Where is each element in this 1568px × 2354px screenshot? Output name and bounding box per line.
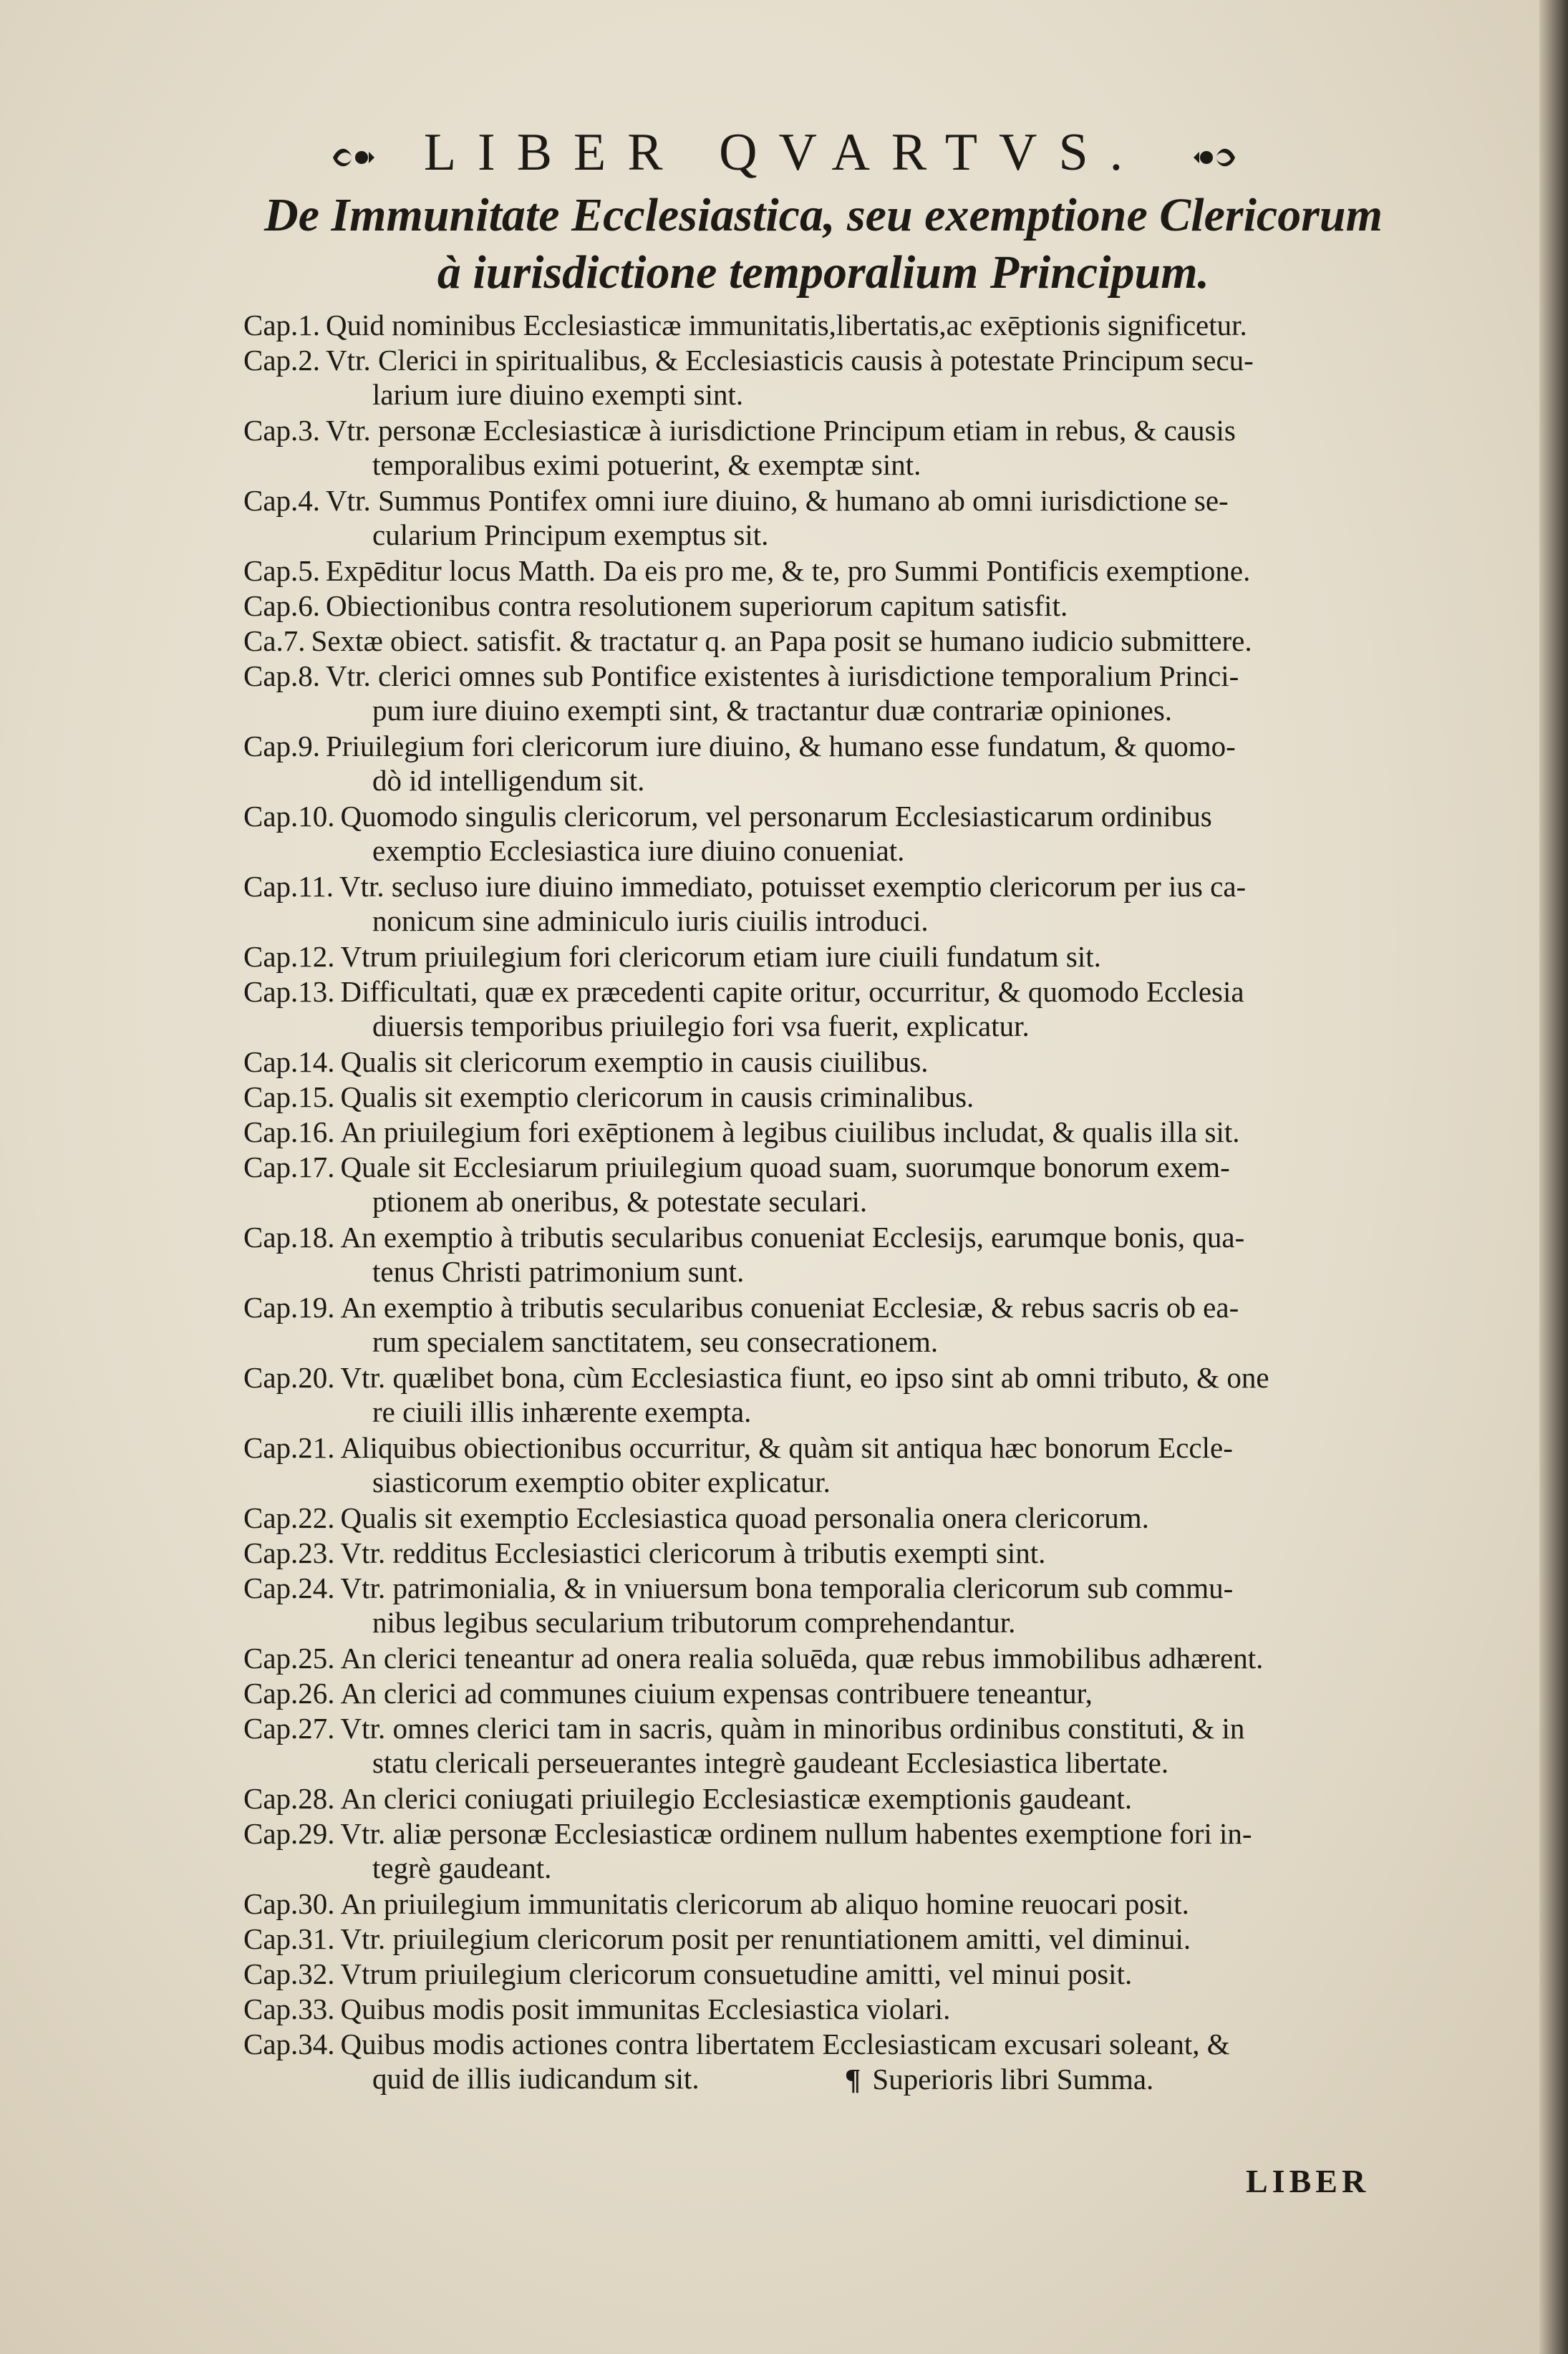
chapter-text: Vtr. personæ Ecclesiasticæ à iurisdictione Principum etiam in rebus, & causis xyxy=(326,414,1236,447)
chapter-number: Cap.2. xyxy=(243,344,321,377)
chapter-entry xyxy=(243,1641,1403,1675)
chapter-text: Quale sit Ecclesiarum priuilegium quoad suam, suorumque bonorum exem- xyxy=(340,1151,1230,1183)
chapter-number: Cap.26. xyxy=(243,1677,335,1710)
chapter-text-continuation: nibus legibus secularium tributorum comprehendantur. xyxy=(372,1606,1016,1639)
chapter-text: Quid nominibus Ecclesiasticæ immunitatis,libertatis,ac exēptionis significetur. xyxy=(326,309,1247,342)
chapter-number: Cap.20. xyxy=(243,1361,335,1394)
chapter-number: Cap.3. xyxy=(243,414,321,447)
chapter-text: Quomodo singulis clericorum, vel personarum Ecclesiasticarum ordinibus xyxy=(340,800,1212,833)
chapter-entry xyxy=(243,1992,1403,2026)
chapter-number: Cap.11. xyxy=(243,870,334,903)
chapter-entry xyxy=(243,1676,1403,1710)
chapter-text-continuation: rum specialem sanctitatem, seu consecrationem. xyxy=(372,1325,939,1358)
chapter-entry xyxy=(243,343,1403,411)
chapter-text: Vtrum priuilegium fori clericorum etiam iure ciuili fundatum sit. xyxy=(340,940,1101,973)
page-gutter-shadow xyxy=(1539,0,1568,2354)
chapter-text-continuation: temporalibus eximi potuerint, & exemptæ sint. xyxy=(372,448,921,481)
chapter-text: An clerici teneantur ad onera realia soluēda, quæ rebus immobilibus adhærent. xyxy=(340,1642,1264,1675)
chapter-text: Vtr. redditus Ecclesiastici clericorum à tributis exempti sint. xyxy=(340,1536,1046,1569)
chapter-entry xyxy=(243,1922,1403,1956)
summary-note xyxy=(845,2062,1153,2096)
chapter-text: Vtr. Summus Pontifex omni iure diuino, & humano ab omni iurisdictione se- xyxy=(326,484,1229,517)
chapter-number: Cap.17. xyxy=(243,1151,335,1183)
chapter-text: Vtrum priuilegium clericorum consuetudine amitti, vel minui posit. xyxy=(340,1957,1133,1990)
chapter-number: Cap.33. xyxy=(243,1992,335,2025)
chapter-text-continuation: re ciuili illis inhærente exempta. xyxy=(372,1395,752,1428)
chapter-text-continuation: cularium Principum exemptus sit. xyxy=(372,518,769,551)
chapter-entry xyxy=(243,1045,1403,1079)
chapter-text: Vtr. omnes clerici tam in sacris, quàm in minoribus ordinibus constituti, & in xyxy=(340,1712,1245,1745)
chapter-number: Cap.28. xyxy=(243,1782,335,1815)
chapter-text-continuation: ptionem ab oneribus, & potestate seculari. xyxy=(372,1185,868,1218)
chapter-entry xyxy=(243,1360,1403,1428)
chapter-text: Qualis sit exemptio clericorum in causis criminalibus. xyxy=(340,1080,974,1113)
chapter-text: Aliquibus obiectionibus occurritur, & quàm sit antiqua hæc bonorum Eccle- xyxy=(340,1431,1233,1464)
chapter-text-continuation: tenus Christi patrimonium sunt. xyxy=(372,1255,745,1288)
chapter-text: Vtr. priuilegium clericorum posit per renuntiationem amitti, vel diminui. xyxy=(340,1922,1191,1955)
chapter-entry xyxy=(243,659,1403,727)
chapter-text-continuation: exemptio Ecclesiastica iure diuino conueniat. xyxy=(372,834,905,867)
chapter-entry xyxy=(243,1080,1403,1114)
chapter-number: Cap.14. xyxy=(243,1045,335,1078)
chapter-text-continuation: diuersis temporibus priuilegio fori vsa fuerit, explicatur. xyxy=(372,1009,1030,1042)
chapter-number: Cap.8. xyxy=(243,659,321,692)
chapter-number: Cap.24. xyxy=(243,1571,335,1604)
chapter-number: Cap.23. xyxy=(243,1536,335,1569)
pilcrow-icon: ¶ xyxy=(845,2063,861,2096)
chapter-text: Obiectionibus contra resolutionem superiorum capitum satisfit. xyxy=(326,589,1068,622)
chapter-number: Cap.18. xyxy=(243,1221,335,1254)
chapter-text: Sextæ obiect. satisfit. & tractatur q. an Papa posit se humano iudicio submittere. xyxy=(311,624,1252,657)
chapter-title-line-1: De Immunitate Ecclesiastica, seu exemptione Clericorum xyxy=(264,189,1383,241)
chapter-text: An exemptio à tributis secularibus conueniat Ecclesijs, earumque bonis, qua- xyxy=(340,1221,1245,1254)
chapter-text: Difficultati, quæ ex præcedenti capite oritur, occurritur, & quomodo Ecclesia xyxy=(340,975,1244,1008)
chapter-text-continuation: nonicum sine adminiculo iuris ciuilis introduci. xyxy=(372,904,929,937)
chapter-entry xyxy=(243,1290,1403,1358)
chapter-number: Cap.27. xyxy=(243,1712,335,1745)
catchword: LIBER xyxy=(1246,2163,1370,2199)
chapter-number: Cap.21. xyxy=(243,1431,335,1464)
chapter-entry xyxy=(243,1536,1403,1570)
chapter-text-continuation: pum iure diuino exempti sint, & tractantur duæ contrariæ opiniones. xyxy=(372,694,1173,727)
chapter-entry xyxy=(243,1430,1403,1498)
fleuron-left-icon xyxy=(330,143,376,172)
chapter-entry xyxy=(243,588,1403,623)
chapter-text: Qualis sit clericorum exemptio in causis ciuilibus. xyxy=(340,1045,929,1078)
chapter-number: Cap.15. xyxy=(243,1080,335,1113)
chapter-text-continuation: tegrè gaudeant. xyxy=(372,1851,552,1884)
chapter-number: Cap.5. xyxy=(243,554,321,587)
chapter-entry xyxy=(243,1220,1403,1288)
chapter-entry xyxy=(243,1711,1403,1779)
chapter-number: Cap.34. xyxy=(243,2028,335,2060)
chapter-text: Vtr. Clerici in spiritualibus, & Ecclesiasticis causis à potestate Principum secu- xyxy=(326,344,1254,377)
chapter-entry xyxy=(243,869,1403,937)
chapter-text: Vtr. patrimonialia, & in vniuersum bona temporalia clericorum sub commu- xyxy=(340,1571,1234,1604)
chapter-text: Vtr. quælibet bona, cùm Ecclesiastica fiunt, eo ipso sint ab omni tributo, & one xyxy=(340,1361,1269,1394)
chapter-entry xyxy=(243,1150,1403,1218)
chapter-number: Cap.4. xyxy=(243,484,321,517)
chapter-text: Expēditur locus Matth. Da eis pro me, & te, pro Summi Pontificis exemptione. xyxy=(326,554,1251,587)
chapter-number: Cap.29. xyxy=(243,1817,335,1850)
chapter-entry xyxy=(243,1816,1403,1884)
chapter-text: An clerici coniugati priuilegio Ecclesiasticæ exemptionis gaudeant. xyxy=(340,1782,1133,1815)
chapter-title-line-2: à iurisdictione temporalium Principum. xyxy=(437,246,1210,299)
chapter-number: Cap.13. xyxy=(243,975,335,1008)
chapter-entry xyxy=(243,624,1403,658)
chapter-text: Quibus modis actiones contra libertatem Ecclesiasticam excusari soleant, & xyxy=(340,2028,1230,2060)
chapter-number: Cap.9. xyxy=(243,730,321,762)
chapter-number: Cap.6. xyxy=(243,589,321,622)
chapter-entry xyxy=(243,1957,1403,1991)
chapter-number: Cap.10. xyxy=(243,800,335,833)
chapter-entry xyxy=(243,1781,1403,1816)
chapter-number: Cap.12. xyxy=(243,940,335,973)
chapter-text: Vtr. aliæ personæ Ecclesiasticæ ordinem nullum habentes exemptione fori in- xyxy=(340,1817,1252,1850)
chapter-entry xyxy=(243,974,1403,1042)
chapter-entry xyxy=(243,308,1403,342)
chapter-text: An clerici ad communes ciuium expensas contribuere teneantur, xyxy=(340,1677,1093,1710)
chapter-text: An priuilegium fori exēptionem à legibus ciuilibus includat, & qualis illa sit. xyxy=(340,1115,1240,1148)
chapter-entry xyxy=(243,799,1403,867)
chapter-text-continuation: siasticorum exemptio obiter explicatur. xyxy=(372,1466,831,1498)
chapter-entry xyxy=(243,939,1403,974)
fleuron-right-icon xyxy=(1192,143,1238,172)
chapter-entry xyxy=(243,1115,1403,1149)
summary-note-text: Superioris libri Summa. xyxy=(872,2063,1154,2096)
chapter-entry xyxy=(243,553,1403,588)
chapter-text-continuation: dò id intelligendum sit. xyxy=(372,764,645,797)
chapter-number: Cap.30. xyxy=(243,1887,335,1920)
chapter-text-continuation: statu clericali perseuerantes integrè gaudeant Ecclesiastica libertate. xyxy=(372,1746,1169,1779)
chapter-number: Cap.19. xyxy=(243,1291,335,1324)
chapter-number: Cap.1. xyxy=(243,309,321,342)
chapter-text-continuation: larium iure diuino exempti sint. xyxy=(372,378,744,411)
chapter-text: Vtr. seclusо iure diuino immediato, potuisset exemptio clericorum per ius ca- xyxy=(339,870,1247,903)
chapter-text: Vtr. clerici omnes sub Pontifice existentes à iurisdictione temporalium Princi- xyxy=(326,659,1239,692)
chapter-entry xyxy=(243,1886,1403,1921)
chapter-number: Cap.16. xyxy=(243,1115,335,1148)
chapter-entry xyxy=(243,729,1403,797)
running-head xyxy=(0,120,1568,185)
chapter-entry xyxy=(243,413,1403,481)
chapter-entry xyxy=(243,1571,1403,1639)
chapter-text: Priuilegium fori clericorum iure diuino, & humano esse fundatum, & quomo- xyxy=(326,730,1236,762)
chapter-number: Cap.32. xyxy=(243,1957,335,1990)
chapter-text-continuation: quid de illis iudicandum sit. xyxy=(372,2062,700,2095)
chapter-entry xyxy=(243,1501,1403,1535)
chapter-number: Cap.31. xyxy=(243,1922,335,1955)
chapter-text: An priuilegium immunitatis clericorum ab aliquo homine reuocari posit. xyxy=(340,1887,1189,1920)
chapter-text: Quibus modis posit immunitas Ecclesiastica violari. xyxy=(340,1992,951,2025)
chapter-number: Cap.25. xyxy=(243,1642,335,1675)
running-head-text: LIBER QVARTVS. xyxy=(423,123,1145,182)
chapter-entry xyxy=(243,483,1403,551)
chapter-text: An exemptio à tributis secularibus conueniat Ecclesiæ, & rebus sacris ob ea- xyxy=(340,1291,1239,1324)
chapter-text: Qualis sit exemptio Ecclesiastica quoad personalia onera clericorum. xyxy=(340,1501,1149,1534)
chapter-number: Ca.7. xyxy=(243,624,306,657)
chapter-number: Cap.22. xyxy=(243,1501,335,1534)
